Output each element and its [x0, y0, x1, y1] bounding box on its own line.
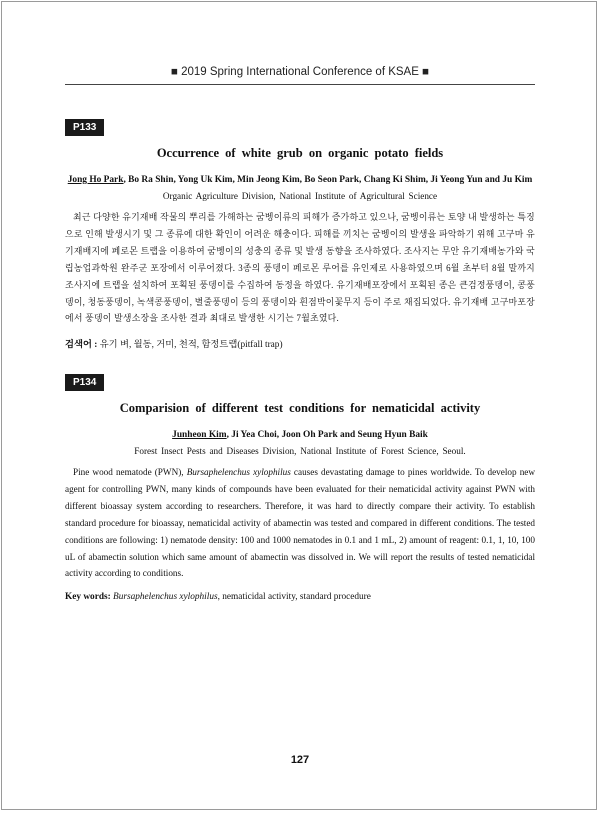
- co-authors: , Ji Yea Choi, Joon Oh Park and Seung Hyun Baik: [226, 430, 428, 440]
- abstract-body: 최근 다양한 유기재배 작물의 뿌리를 가해하는 굼벵이류의 피해가 증가하고 있으나, 굼벵이류는 토양 내 발생하는 특징으로 인해 발생시기 및 그 종류에 대한 확인이 어려운 해충이다. 피해를 끼치는 굼벵이의 발생을 파악하기 위해 고구마 유기재배지에 페로몬 트랩을 이용하여 굼벵이의 성충의 종류 및 발생 동향을 조사하였다. 조사지는 무안 유기재배농가와 국립농업과학원 완주군 포장에서 이루어졌다. 3종의 풍뎅이 페로몬 루어를 유인제로 사용하였으며 6월 초부터 8월 말까지 조사지에 트랩을 설치하여 포획된 풍뎅이를 수집하여 동정을 하였다. 유기재배포장에서 포획된 종은 큰검정풍뎅이, 콩풍뎅이, 청동풍뎅이, 녹색콩풍뎅이, 별줄풍뎅이 등의 풍뎅이와 흰점박이꽃무지 등이 주로 채집되었다. 유기재배 고구마포장에서 풍뎅이 발생소장을 조사한 결과 최대로 발생한 시기는 7월초였다.: [65, 212, 535, 324]
- body-main: causes devastating damage to pines worldwide. To develop new agent for controlling PWN, many kinds of compounds have been evaluated for their nematicidal activity against PWN with different bioassay system according to researchers. Therefore, it was hard to directly compare their activity. To establish standard procedure for bioassay, nematicidal activity of abamectin was tested and compared in different conditions. The tested conditions are following: 1) nematode density: 100 and 1000 nematodes in 0.1 and 1 mL, 2) amount of reagent: 0.1, 1, 10, 100 uL of abamectin solution which same amount of abamectin was dissolved in. We will report the results of tested nematicidal activity according to conditions.: [65, 467, 535, 579]
- header-rule: [65, 84, 535, 85]
- co-authors: , Bo Ra Shin, Yong Uk Kim, Min Jeong Kim, Bo Seon Park, Chang Ki Shim, Ji Yeong Yun and Ju Kim: [123, 175, 533, 185]
- author-list: [65, 430, 535, 440]
- abstract-title: Comparision of different test conditions for nematicidal activity: [119, 401, 481, 415]
- presenting-author: Jong Ho Park: [67, 175, 124, 185]
- keywords-list: 유기 벼, 월동, 거미, 천적, 함정트랩(pitfall trap): [97, 340, 283, 351]
- abstract-code-badge: P134: [65, 374, 104, 391]
- page-number: 127: [290, 754, 310, 766]
- presenting-author: Junheon Kim: [172, 430, 227, 440]
- keywords: [65, 336, 535, 350]
- body-intro: Pine wood nematode (PWN),: [73, 467, 187, 477]
- keywords-label: 검색어 :: [65, 340, 98, 351]
- keywords-species: Bursaphelenchus xylophilus: [110, 591, 218, 602]
- abstract-title: Occurrence of white grub on organic potato fields: [156, 146, 444, 160]
- affiliation: Forest Insect Pests and Diseases Division, National Institute of Forest Science, Seoul.: [134, 446, 466, 456]
- abstract-code-badge: P133: [65, 119, 104, 136]
- abstract-body: [65, 464, 535, 582]
- keywords-list: , nematicidal activity, standard procedure: [217, 591, 371, 602]
- affiliation: Organic Agriculture Division, National Institute of Agricultural Science: [162, 191, 438, 201]
- keywords-label: Key words:: [65, 591, 111, 602]
- keywords: [65, 592, 535, 602]
- abstract-p134: [65, 372, 535, 602]
- species-name: Bursaphelenchus xylophilus: [186, 467, 291, 477]
- conference-header: ■ 2019 Spring International Conference of KSAE ■: [170, 66, 430, 78]
- author-list: [65, 175, 535, 185]
- abstract-p133: [65, 117, 535, 350]
